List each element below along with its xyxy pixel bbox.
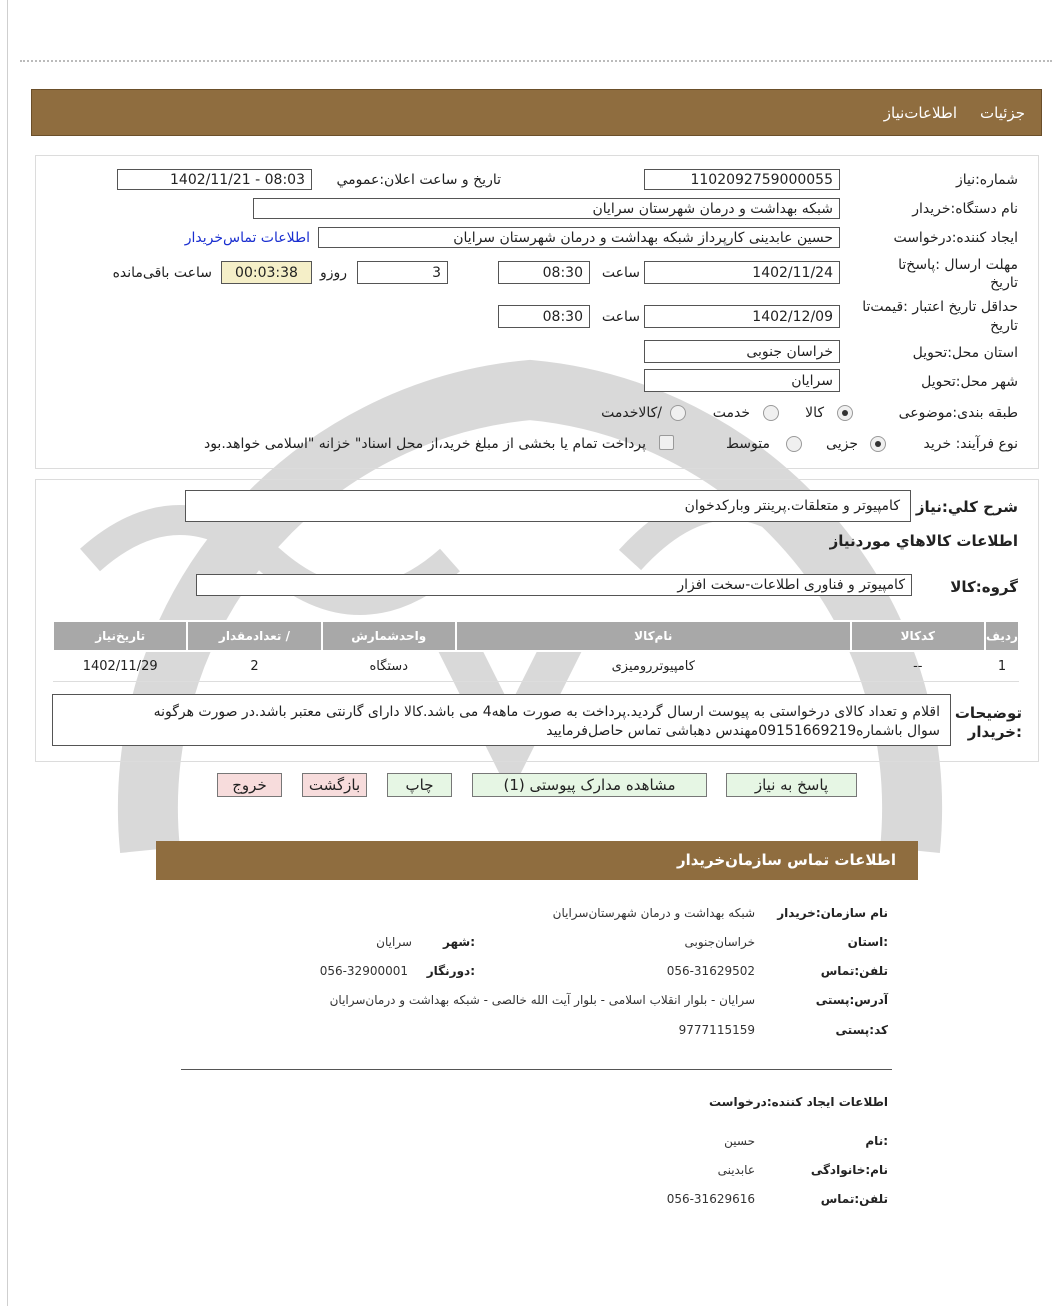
category-goods-radio[interactable] bbox=[837, 405, 853, 421]
exit-button[interactable]: خروج bbox=[217, 773, 282, 797]
cell-code: -- bbox=[851, 651, 985, 681]
creator-section-title: اطلاعات ایجاد کننده:درخواست bbox=[708, 1095, 888, 1109]
validity-date-field: 1402/12/09 bbox=[644, 305, 840, 328]
validity-label: حداقل تاریخ اعتبار :قیمت‌تا تاریخ bbox=[862, 299, 1018, 334]
org-name-value: شبکه بهداشت و درمان شهرستان‌سرایان bbox=[552, 906, 755, 920]
top-divider bbox=[20, 60, 1052, 62]
need-number-field: 1102092759000055 bbox=[644, 169, 840, 190]
general-desc-field: کامپیوتر و متعلقات.پرینتر وبارکدخوان bbox=[185, 490, 911, 522]
deadline-time-field: 08:30 bbox=[498, 261, 590, 284]
buyer-notes-box bbox=[52, 694, 951, 746]
contact-city-value: سرایان bbox=[376, 935, 412, 949]
category-goods-service-radio[interactable] bbox=[670, 405, 686, 421]
cell-qty: 2 bbox=[187, 651, 321, 681]
category-service-label: خدمت bbox=[712, 405, 750, 421]
deadline-time-label: ساعت bbox=[601, 265, 640, 281]
col-name-header: نام‌کالا bbox=[456, 621, 851, 651]
days-field: 3 bbox=[357, 261, 448, 284]
contact-province-label: :استان bbox=[847, 935, 888, 949]
province-field: خراسان جنوبی bbox=[644, 340, 840, 363]
creator-label: ایجاد کننده:درخواست bbox=[893, 230, 1018, 246]
contact-phone-value: 056-31629502 bbox=[666, 964, 755, 978]
category-goods-label: کالا bbox=[805, 405, 824, 421]
treasury-payment-checkbox[interactable] bbox=[659, 435, 674, 450]
need-number-label: شماره:نیاز bbox=[955, 172, 1018, 188]
category-label: طبقه بندی:موضوعی bbox=[898, 405, 1018, 421]
goods-group-label: گروه:کالا bbox=[950, 578, 1018, 596]
contact-postal-label: کد:پستی bbox=[835, 1023, 888, 1037]
province-label: استان محل:تحویل bbox=[912, 345, 1018, 361]
cell-name: کامپیوتررومیزی bbox=[456, 651, 851, 681]
col-date-header: تاریخ‌نیاز bbox=[53, 621, 187, 651]
contact-fax-value: 056-32900001 bbox=[319, 964, 408, 978]
remaining-label: ساعت باقی‌مانده bbox=[112, 265, 212, 281]
cell-unit: دستگاه bbox=[322, 651, 456, 681]
creator-family-value: عابدینی bbox=[717, 1163, 755, 1177]
contact-postal-value: 9777115159 bbox=[678, 1023, 755, 1037]
creator-phone-value: 056-31629616 bbox=[666, 1192, 755, 1206]
process-label: نوع فرآیند: خرید bbox=[923, 436, 1018, 452]
contact-address-value: سرایان - بلوار انقلاب اسلامی - بلوار آیت الله خالصی - شبکه بهداشت و درمان‌سرایان bbox=[329, 993, 755, 1007]
section-divider bbox=[181, 1069, 892, 1070]
process-partial-radio[interactable] bbox=[870, 436, 886, 452]
goods-group-field: کامپیوتر و فناوری اطلاعات-سخت افزار bbox=[196, 574, 912, 596]
contact-address-label: آدرس:پستی bbox=[815, 993, 888, 1007]
treasury-payment-note: پرداخت تمام یا بخشی از مبلغ خرید،از محل اسناد" خزانه "اسلامی خواهد.بود bbox=[203, 436, 646, 452]
creator-field: حسین عابدینی کارپرداز شبکه بهداشت و درمان شهرستان سرایان bbox=[318, 227, 840, 248]
general-desc-label: شرح کلي:نیاز bbox=[915, 498, 1018, 516]
print-button[interactable]: چاپ bbox=[387, 773, 452, 797]
org-name-label: نام سازمان:خریدار bbox=[777, 906, 888, 920]
process-partial-label: جزیی bbox=[826, 436, 858, 452]
deadline-label: مهلت ارسال :پاسخ‌تا تاریخ bbox=[898, 257, 1018, 291]
contact-province-value: خراسان‌جنوبی bbox=[684, 935, 755, 949]
goods-table bbox=[52, 620, 1020, 682]
back-button[interactable]: بازگشت bbox=[302, 773, 367, 797]
page-left-border bbox=[7, 0, 8, 1306]
creator-family-label: نام:خانوادگی bbox=[810, 1163, 888, 1177]
cell-row: 1 bbox=[985, 651, 1019, 681]
buyer-notes-line-2: سوال باشماره09151669219مهندس دهباشی تماس حاصل‌فرمایید bbox=[546, 723, 940, 739]
buyer-notes-label: توضیحات :خریدار bbox=[954, 704, 1022, 741]
creator-name-value: حسین bbox=[724, 1134, 755, 1148]
contact-phone-label: تلفن:تماس bbox=[820, 964, 888, 978]
col-qty-header: / تعدادمقدار bbox=[187, 621, 321, 651]
city-label: شهر محل:تحویل bbox=[921, 374, 1018, 390]
table-row bbox=[53, 651, 1019, 681]
col-row-header: ردیف bbox=[985, 621, 1019, 651]
announce-field: 1402/11/21 - 08:03 bbox=[117, 169, 312, 190]
reply-button[interactable]: پاسخ به نیاز bbox=[726, 773, 857, 797]
col-unit-header: واحدشمارش bbox=[322, 621, 456, 651]
process-medium-radio[interactable] bbox=[786, 436, 802, 452]
cell-date: 1402/11/29 bbox=[53, 651, 187, 681]
process-medium-label: متوسط bbox=[726, 436, 770, 452]
buyer-contact-link[interactable]: اطلاعات تماس‌خریدار bbox=[184, 230, 310, 246]
buyer-contact-title: اطلاعات تماس سازمان‌خریدار bbox=[676, 851, 896, 869]
tab-details[interactable]: جزئیات bbox=[980, 104, 1025, 122]
buyer-org-field: شبکه بهداشت و درمان شهرستان سرایان bbox=[253, 198, 840, 219]
announce-label: تاریخ و ساعت اعلان:عمومي bbox=[336, 172, 501, 188]
contact-city-label: :شهر bbox=[443, 935, 475, 949]
tab-need-info[interactable]: اطلاعات‌نیاز bbox=[883, 104, 957, 122]
table-header-row bbox=[53, 621, 1019, 651]
attachments-button[interactable]: مشاهده مدارک پیوستی (1) bbox=[472, 773, 707, 797]
buyer-notes-line-1: اقلام و تعداد کالای درخواستی به پیوست ارسال گردید.پرداخت به صورت ماهه4 می باشد.کالا دارای گارنتی معتبر باشد.در صورت هرگونه bbox=[153, 704, 940, 720]
creator-phone-label: تلفن:تماس bbox=[820, 1192, 888, 1206]
category-goods-service-label: /کالاخدمت bbox=[601, 405, 662, 421]
creator-name-label: :نام bbox=[865, 1134, 888, 1148]
remaining-time-field: 00:03:38 bbox=[221, 261, 312, 284]
buyer-org-label: نام دستگاه:خریدار bbox=[912, 201, 1018, 217]
validity-time-label: ساعت bbox=[601, 309, 640, 325]
col-code-header: کدکالا bbox=[851, 621, 985, 651]
category-service-radio[interactable] bbox=[763, 405, 779, 421]
days-label: روزو bbox=[319, 265, 347, 281]
city-field: سرایان bbox=[644, 369, 840, 392]
contact-fax-label: :دورنگار bbox=[426, 964, 475, 978]
buyer-contact-header bbox=[156, 841, 918, 880]
goods-info-title: اطلاعات کالاهاي موردنیاز bbox=[829, 532, 1018, 550]
deadline-date-field: 1402/11/24 bbox=[644, 261, 840, 284]
page-header-bar bbox=[31, 89, 1042, 136]
validity-time-field: 08:30 bbox=[498, 305, 590, 328]
